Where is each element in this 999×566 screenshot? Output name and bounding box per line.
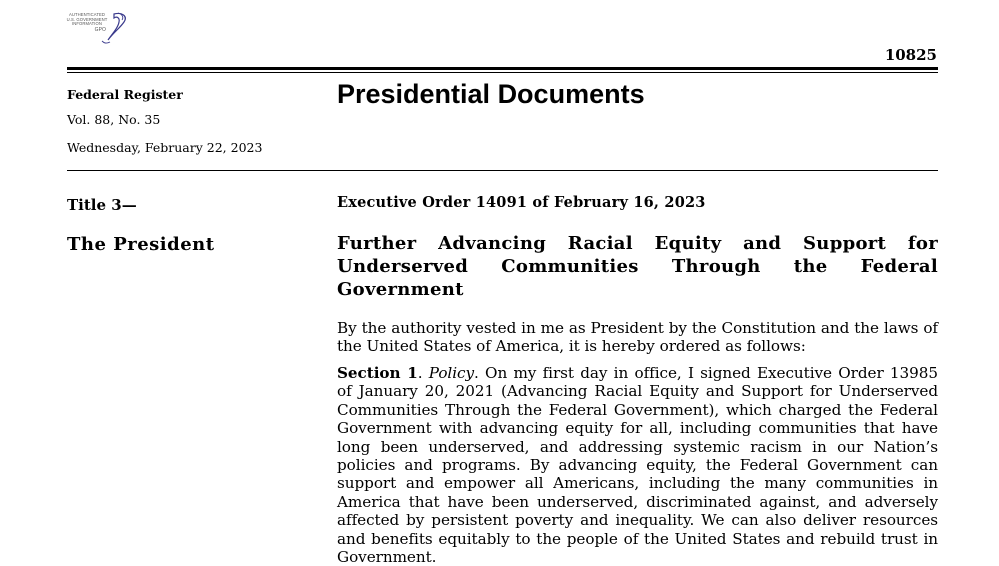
page-number: 10825 [884, 46, 937, 64]
title-label: Title 3— [67, 196, 137, 214]
logo-agency: GPO [94, 26, 106, 33]
president-label: The President [67, 234, 215, 255]
executive-order-title: Further Advancing Racial Equity and Support for Underserved Communities Through the Federal Government [337, 233, 938, 300]
logo-line-1: AUTHENTICATED [68, 12, 106, 17]
publication-volume: Vol. 88, No. 35 [67, 112, 161, 127]
section-heading: Presidential Documents [337, 79, 645, 109]
publication-name: Federal Register [67, 87, 183, 102]
executive-order-number: Executive Order 14091 of February 16, 2023 [337, 194, 706, 211]
section-1-text: On my first day in office, I signed Executive Order 13985 of January 20, 2021 (Advancing Racial Equity and Support for Underserved Communities Through the Federal Government), which charged the Federal Government with advancing equity for all, including communities that have long been underserved, and addressing systemic racism in our Nation’s policies and programs. By advancing equity, the Federal Government can support and empower all Americans, including the many communities in America that have been underserved, discriminated against, and adversely affected by persistent poverty and inequality. We can also deliver resources and benefits equitably to the people of the United States and rebuild trust in Government. [337, 364, 938, 566]
logo-line-3: INFORMATION [71, 21, 103, 27]
header-rule-thin [67, 72, 938, 73]
preamble-paragraph: By the authority vested in me as President by the Constitution and the laws of the United States of America, it is hereby ordered as follows: [337, 319, 938, 356]
section-1-label: Section 1 [337, 364, 418, 382]
publication-date: Wednesday, February 22, 2023 [67, 140, 263, 155]
section-rule [67, 170, 938, 171]
section-1-paragraph: Section 1. Policy. On my first day in office, I signed Executive Order 13985 of January 20, 2021 (Advancing Racial Equity and Support for Underserved Communities Through the Federal Government), which charged the Federal Government with advancing equity for all, including communities that have long been underserved, and addressing systemic racism in our Nation’s policies and programs. By advancing equity, the Federal Government can support and empower all Americans, including the many communities in America that have been underserved, discriminated against, and adversely affected by persistent poverty and inequality. We can also deliver resources and benefits equitably to the people of the United States and rebuild trust in Government. [337, 364, 938, 566]
header-rule-thick [67, 67, 938, 70]
section-1-title: Policy [428, 364, 475, 382]
logo-line-2: U.S. GOVERNMENT [66, 16, 108, 22]
gpo-logo-text [62, 13, 112, 32]
